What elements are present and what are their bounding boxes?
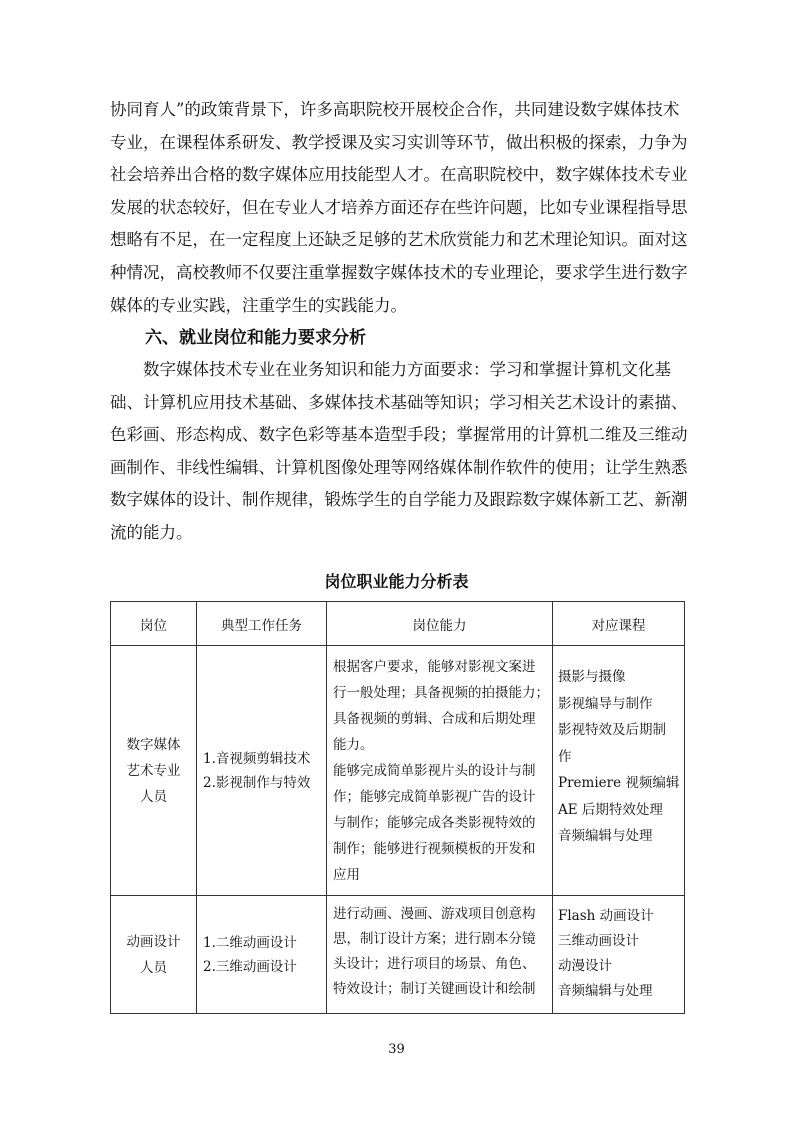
courses-line: Flash 动画设计: [558, 908, 654, 924]
paragraph-line: 社会培养出合格的数字媒体应用技能型人才。在高职院校中，数字媒体技术专业: [110, 165, 688, 185]
ability-line: 作；能够完成简单影视广告的设计: [333, 789, 536, 805]
table-header-row: [111, 602, 685, 646]
courses-line: 音频编辑与处理: [558, 828, 653, 844]
position-line: 人员: [140, 959, 167, 976]
courses-cell: [553, 646, 685, 896]
ability-line: 进行动画、漫画、游戏项目创意构: [333, 906, 536, 922]
position-line: 人员: [140, 788, 167, 805]
ability-cell: [327, 646, 553, 896]
paragraph-line: 数字媒体的设计、制作规律，锻炼学生的自学能力及跟踪数字媒体新工艺、新潮: [110, 490, 688, 510]
ability-line: 根据客户要求，能够对影视文案进: [333, 659, 536, 675]
position-line: 数字媒体: [126, 736, 181, 753]
tasks-line: 2.影视制作与特效: [203, 774, 311, 791]
courses-line: 影视特效及后期制: [558, 722, 666, 738]
ability-line: 能够完成简单影视片头的设计与制: [333, 763, 536, 779]
intro-paragraph: [110, 94, 690, 322]
courses-line: 作: [558, 748, 572, 765]
ability-line: 制作；能够进行视频模板的开发和: [333, 841, 536, 857]
courses-line: 音频编辑与处理: [558, 983, 653, 999]
paragraph-line: 数字媒体技术专业在业务知识和能力方面要求：学习和掌握计算机文化基: [110, 360, 671, 379]
tasks-cell: [197, 896, 327, 1014]
courses-line: 影视编导与制作: [558, 695, 653, 712]
ability-line: 能力。: [333, 737, 374, 753]
header-position: 岗位: [111, 602, 197, 646]
ability-line: 思，制订设计方案；进行剧本分镜: [333, 931, 536, 947]
paragraph-line: 流的能力。: [110, 522, 193, 542]
table-row: [111, 646, 685, 896]
position-cell: [111, 896, 197, 1014]
paragraph-line: 发展的状态较好，但在专业人才培养方面还存在些许问题，比如专业课程指导思: [110, 197, 688, 217]
ability-table: [110, 601, 685, 1014]
header-ability: 岗位能力: [327, 602, 553, 646]
paragraph-line: 协同育人”的政策背景下，许多高职院校开展校企合作，共同建设数字媒体技术: [110, 100, 680, 119]
tasks-line: 2.三维动画设计: [203, 958, 297, 975]
tasks-line: 1.二维动画设计: [203, 934, 297, 951]
paragraph-line: 础、计算机应用技术基础、多媒体技术基础等知识；学习相关艺术设计的素描、: [110, 392, 688, 412]
courses-line: AE 后期特效处理: [558, 801, 663, 818]
ability-cell: [327, 896, 553, 1014]
courses-line: 三维动画设计: [558, 933, 639, 949]
table-title: 岗位职业能力分析表: [324, 572, 469, 591]
tasks-cell: [197, 646, 327, 896]
paragraph-line: 想略有不足，在一定程度上还缺乏足够的艺术欣赏能力和艺术理论知识。面对这: [110, 230, 688, 250]
paragraph-line: 媒体的专业实践，注重学生的实践能力。: [110, 295, 407, 315]
position-line: 动画设计: [126, 933, 181, 950]
courses-line: Premiere 视频编辑: [558, 775, 680, 791]
paragraph-line: 专业，在课程体系研发、教学授课及实习实训等环节，做出积极的探索，力争为: [110, 132, 688, 152]
courses-line: 摄影与摄像: [558, 669, 626, 685]
table-row: [111, 896, 685, 1014]
position-cell: [111, 646, 197, 896]
ability-line: 特效设计；制订关键画设计和绘制: [333, 981, 536, 997]
section-paragraph: [110, 354, 690, 550]
page-number: 39: [388, 1042, 405, 1057]
position-line: 艺术专业: [126, 762, 181, 779]
ability-line: 与制作；能够完成各类影视特效的: [333, 815, 536, 831]
courses-cell: [553, 896, 685, 1014]
paragraph-line: 色彩画、形态构成、数字色彩等基本造型手段；掌握常用的计算机二维及三维动: [110, 425, 688, 445]
ability-line: 应用: [333, 867, 360, 883]
ability-line: 具备视频的剪辑、合成和后期处理: [333, 711, 536, 727]
header-tasks: 典型工作任务: [197, 602, 327, 646]
tasks-line: 1.音视频剪辑技术: [203, 750, 311, 767]
courses-line: 动漫设计: [558, 958, 612, 974]
section-heading: 六、就业岗位和能力要求分析: [145, 328, 366, 348]
ability-line: 行一般处理；具备视频的拍摄能力；: [333, 685, 549, 701]
header-courses: 对应课程: [553, 602, 685, 646]
paragraph-line: 种情况，高校教师不仅要注重掌握数字媒体技术的专业理论，要求学生进行数字: [110, 262, 688, 282]
paragraph-line: 画制作、非线性编辑、计算机图像处理等网络媒体制作软件的使用；让学生熟悉: [110, 457, 688, 477]
ability-line: 头设计；进行项目的场景、角色、: [333, 956, 536, 972]
